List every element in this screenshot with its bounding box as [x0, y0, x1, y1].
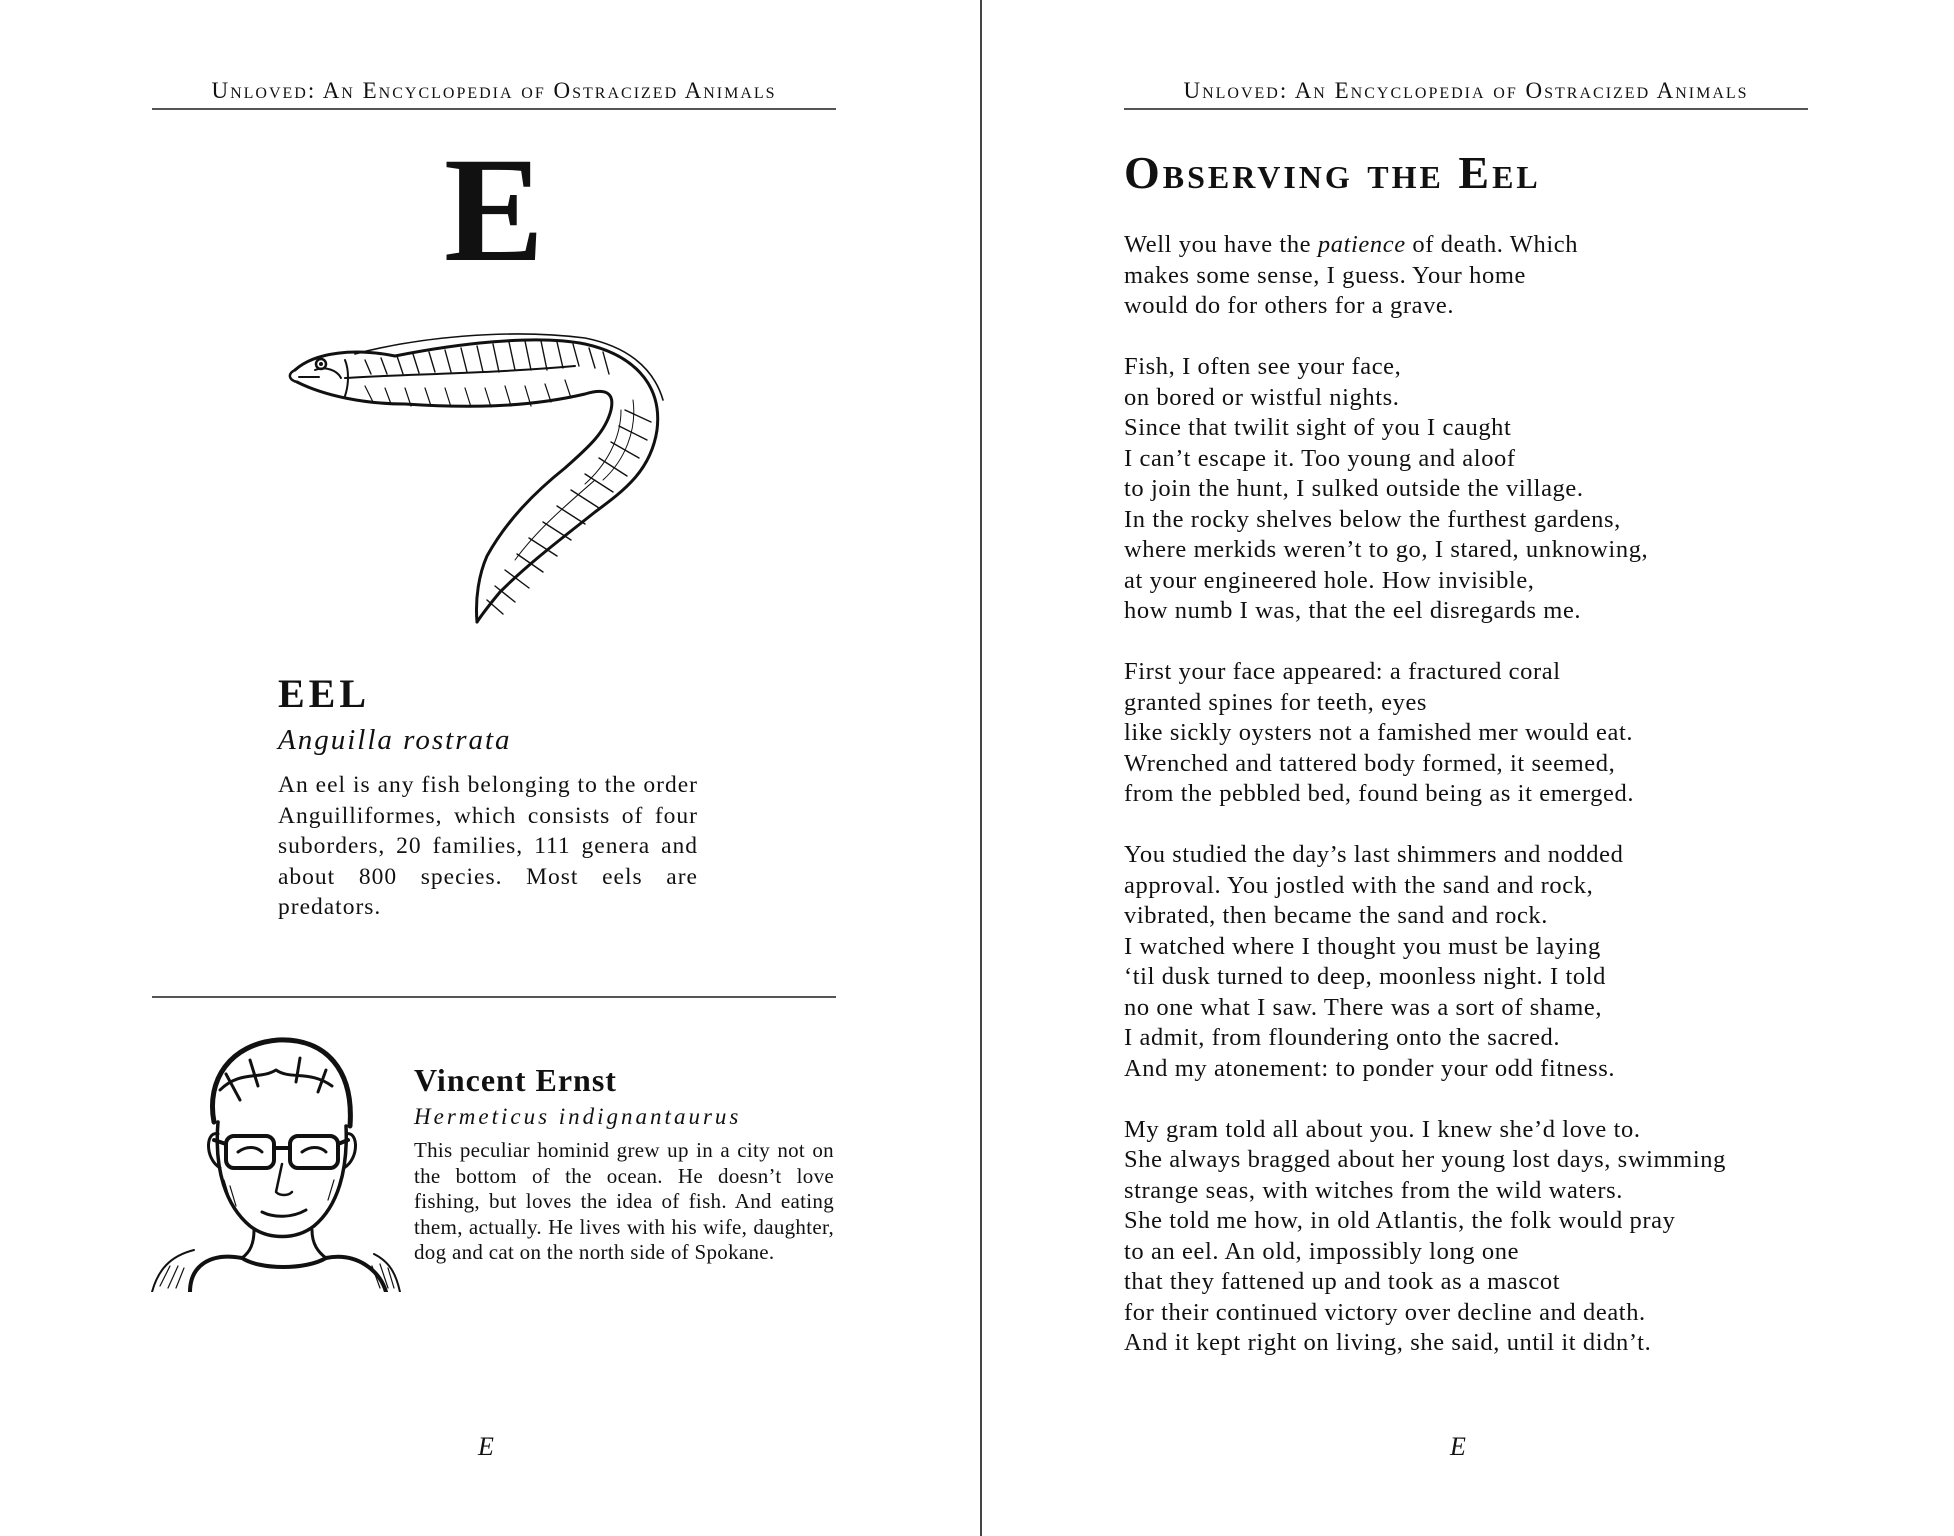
author-latin-name: Hermeticus indignantaurus: [414, 1104, 742, 1129]
poem-line: where merkids weren’t to go, I stared, unknowing,: [1124, 536, 1649, 563]
poem-line: I admit, from floundering onto the sacred.: [1124, 1024, 1561, 1051]
poem-line: strange seas, with witches from the wild waters.: [1124, 1176, 1623, 1204]
section-divider: [152, 996, 836, 998]
folio-left: E: [478, 1432, 494, 1461]
poem-line: In the rocky shelves below the furthest gardens,: [1124, 505, 1621, 533]
poem-body: [1124, 230, 1864, 1389]
entry-latin-name: Anguilla rostrata: [278, 724, 512, 756]
poem-line: that they fattened up and took as a mascot: [1124, 1268, 1561, 1295]
poem-line: Wrenched and tattered body formed, it seemed,: [1124, 749, 1616, 777]
poem-line: granted spines for teeth, eyes: [1124, 688, 1428, 716]
running-head-left: Unloved: An Encyclopedia of Ostracized Animals: [152, 78, 836, 110]
poem-line: to join the hunt, I sulked outside the village.: [1124, 475, 1584, 502]
poem-line: vibrated, then became the sand and rock.: [1124, 902, 1549, 929]
poem-title: Observing the Eel: [1124, 147, 1541, 198]
poem-stanza: [1124, 657, 1864, 810]
poem-line: And it kept right on living, she said, until it didn’t.: [1124, 1329, 1652, 1356]
entry-name: EEL: [278, 671, 371, 716]
author-portrait-icon: [150, 1030, 402, 1292]
poem-line: to an eel. An old, impossibly long one: [1124, 1237, 1520, 1265]
poem-line: I can’t escape it. Too young and aloof: [1124, 444, 1516, 472]
poem-stanza: [1124, 230, 1864, 322]
poem-line: Fish, I often see your face,: [1124, 353, 1402, 380]
poem-line: makes some sense, I guess. Your home: [1124, 261, 1526, 289]
poem-line: She always bragged about her young lost days, swimming: [1124, 1146, 1726, 1173]
emphasis: patience: [1317, 231, 1406, 258]
poem-line: You studied the day’s last shimmers and nodded: [1124, 841, 1624, 868]
running-head-right: Unloved: An Encyclopedia of Ostracized Animals: [1124, 78, 1808, 110]
poem-line: at your engineered hole. How invisible,: [1124, 566, 1535, 594]
author-name: Vincent Ernst: [414, 1062, 617, 1098]
author-bio-block: [414, 1060, 834, 1266]
poem-stanza: [1124, 1115, 1864, 1359]
poem-line: I watched where I thought you must be laying: [1124, 932, 1601, 960]
poem-line: how numb I was, that the eel disregards me.: [1124, 597, 1582, 624]
section-letter: E: [443, 127, 545, 293]
poem-line: Since that twilit sight of you I caught: [1124, 414, 1512, 441]
poem-line: First your face appeared: a fractured coral: [1124, 658, 1561, 685]
poem-line: like sickly oysters not a famished mer would eat.: [1124, 719, 1634, 746]
author-bio: This peculiar hominid grew up in a city not on the bottom of the ocean. He doesn’t love fishing, but loves the idea of fish. And eating them, actually. He lives with his wife, daughter, dog and cat on the north side of Spokane.: [414, 1138, 834, 1264]
folio-right: E: [1450, 1432, 1466, 1461]
entry-description: An eel is any fish belonging to the order Anguilliformes, which consists of four suborders, 20 families, 111 genera and about 800 species. Most eels are predators.: [278, 772, 698, 920]
poem-line: on bored or wistful nights.: [1124, 383, 1400, 411]
poem-line: would do for others for a grave.: [1124, 292, 1455, 319]
poem-line: ‘til dusk turned to deep, moonless night. I told: [1124, 963, 1607, 990]
poem-line: And my atonement: to ponder your odd fitness.: [1124, 1054, 1616, 1082]
encyclopedia-entry: [278, 668, 698, 923]
poem-line: for their continued victory over decline and death.: [1124, 1298, 1646, 1326]
right-page: [981, 0, 1954, 1536]
poem-line: My gram told all about you. I knew she’d love to.: [1124, 1115, 1641, 1143]
poem-stanza: [1124, 840, 1864, 1084]
poem-line: She told me how, in old Atlantis, the folk would pray: [1124, 1207, 1676, 1234]
poem-stanza: [1124, 352, 1864, 627]
poem-line: approval. You jostled with the sand and rock,: [1124, 871, 1594, 899]
poem-line: from the pebbled bed, found being as it emerged.: [1124, 780, 1635, 807]
poem-line: Well you have the patience of death. Which: [1124, 231, 1579, 258]
eel-illustration-icon: [285, 330, 705, 630]
poem-line: no one what I saw. There was a sort of shame,: [1124, 993, 1603, 1021]
